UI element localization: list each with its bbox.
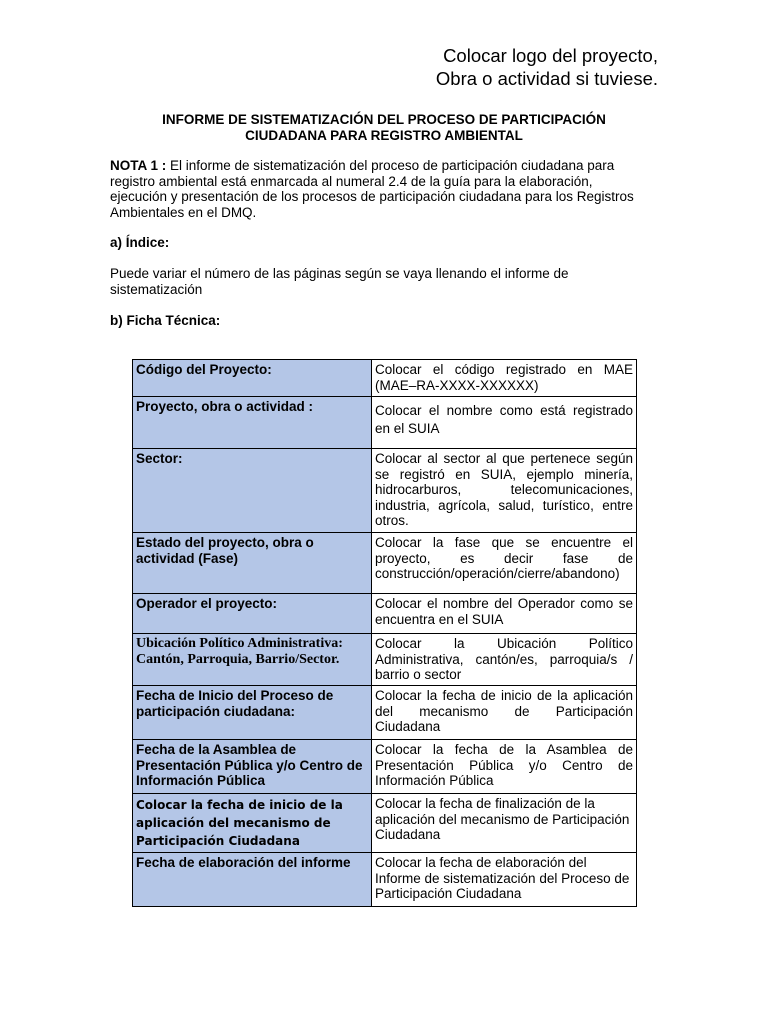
row-value: Colocar la fecha de elaboración del Informe de sistematización del Proceso de Participación Ciudadana [372,853,637,907]
nota-text: El informe de sistematización del proceso de participación ciudadana para registro ambiental está enmarcada al numeral 2.4 de la guía para la elaboración, ejecución y presentación de los procesos de participación ciudadana para los Registros Ambientales en el DMQ. [110,158,634,220]
ficha-tecnica-table [132,359,637,907]
row-key: Sector: [133,449,372,533]
row-value: Colocar la fase que se encuentre el proyecto, es decir fase de construcción/operación/cierre/abandono) [372,533,637,594]
row-value: Colocar el nombre del Operador como se encuentra en el SUIA [372,594,637,634]
row-key: Código del Proyecto: [133,360,372,397]
row-value: Colocar el nombre como está registrado en el SUIA [372,397,637,449]
row-key: Operador el proyecto: [133,594,372,634]
table-row [133,853,637,907]
logo-placeholder [436,44,658,90]
row-value: Colocar la fecha de inicio de la aplicación del mecanismo de Participación Ciudadana [372,686,637,740]
table-row [133,634,637,686]
row-value: Colocar la fecha de finalización de la aplicación del mecanismo de Participación Ciudadana [372,794,637,853]
indice-heading: a) Índice: [110,235,170,250]
row-key: Proyecto, obra o actividad : [133,397,372,449]
table-row [133,686,637,740]
row-key: Estado del proyecto, obra o actividad (Fase) [133,533,372,594]
title-line-2: CIUDADANA PARA REGISTRO AMBIENTAL [245,128,523,143]
nota-paragraph [110,158,645,220]
title-line-1: INFORME DE SISTEMATIZACIÓN DEL PROCESO DE PARTICIPACIÓN [162,112,606,127]
row-key: Fecha de elaboración del informe [133,853,372,907]
row-value: Colocar al sector al que pertenece según se registró en SUIA, ejemplo minería, hidrocarburos, telecomunicaciones, industria, agrícola, salud, turístico, entre otros. [372,449,637,533]
ficha-heading: b) Ficha Técnica: [110,313,221,328]
row-key: Fecha de la Asamblea de Presentación Pública y/o Centro de Información Pública [133,740,372,794]
table-row [133,449,637,533]
table-row [133,397,637,449]
nota-label: NOTA 1 : [110,158,167,173]
row-value: Colocar la Ubicación Político Administrativa, cantón/es, parroquia/s / barrio o sector [372,634,637,686]
table-row [133,794,637,853]
table-row [133,533,637,594]
indice-text: Puede variar el número de las páginas según se vaya llenando el informe de sistematización [110,266,569,297]
row-key: Ubicación Político Administrativa: Cantón, Parroquia, Barrio/Sector. [133,634,372,686]
document-title [110,112,658,144]
row-value: Colocar el código registrado en MAE (MAE–RA-XXXX-XXXXXX) [372,360,637,397]
table-row [133,740,637,794]
logo-line-2: Obra o actividad si tuviese. [435,68,658,89]
logo-line-1: Colocar logo del proyecto, [443,45,658,66]
table-row [133,594,637,634]
row-value: Colocar la fecha de la Asamblea de Presentación Pública y/o Centro de Información Pública [372,740,637,794]
table-row [133,360,637,397]
row-key: Colocar la fecha de inicio de la aplicación del mecanismo de Participación Ciudadana [133,794,372,853]
row-key: Fecha de Inicio del Proceso de participación ciudadana: [133,686,372,740]
